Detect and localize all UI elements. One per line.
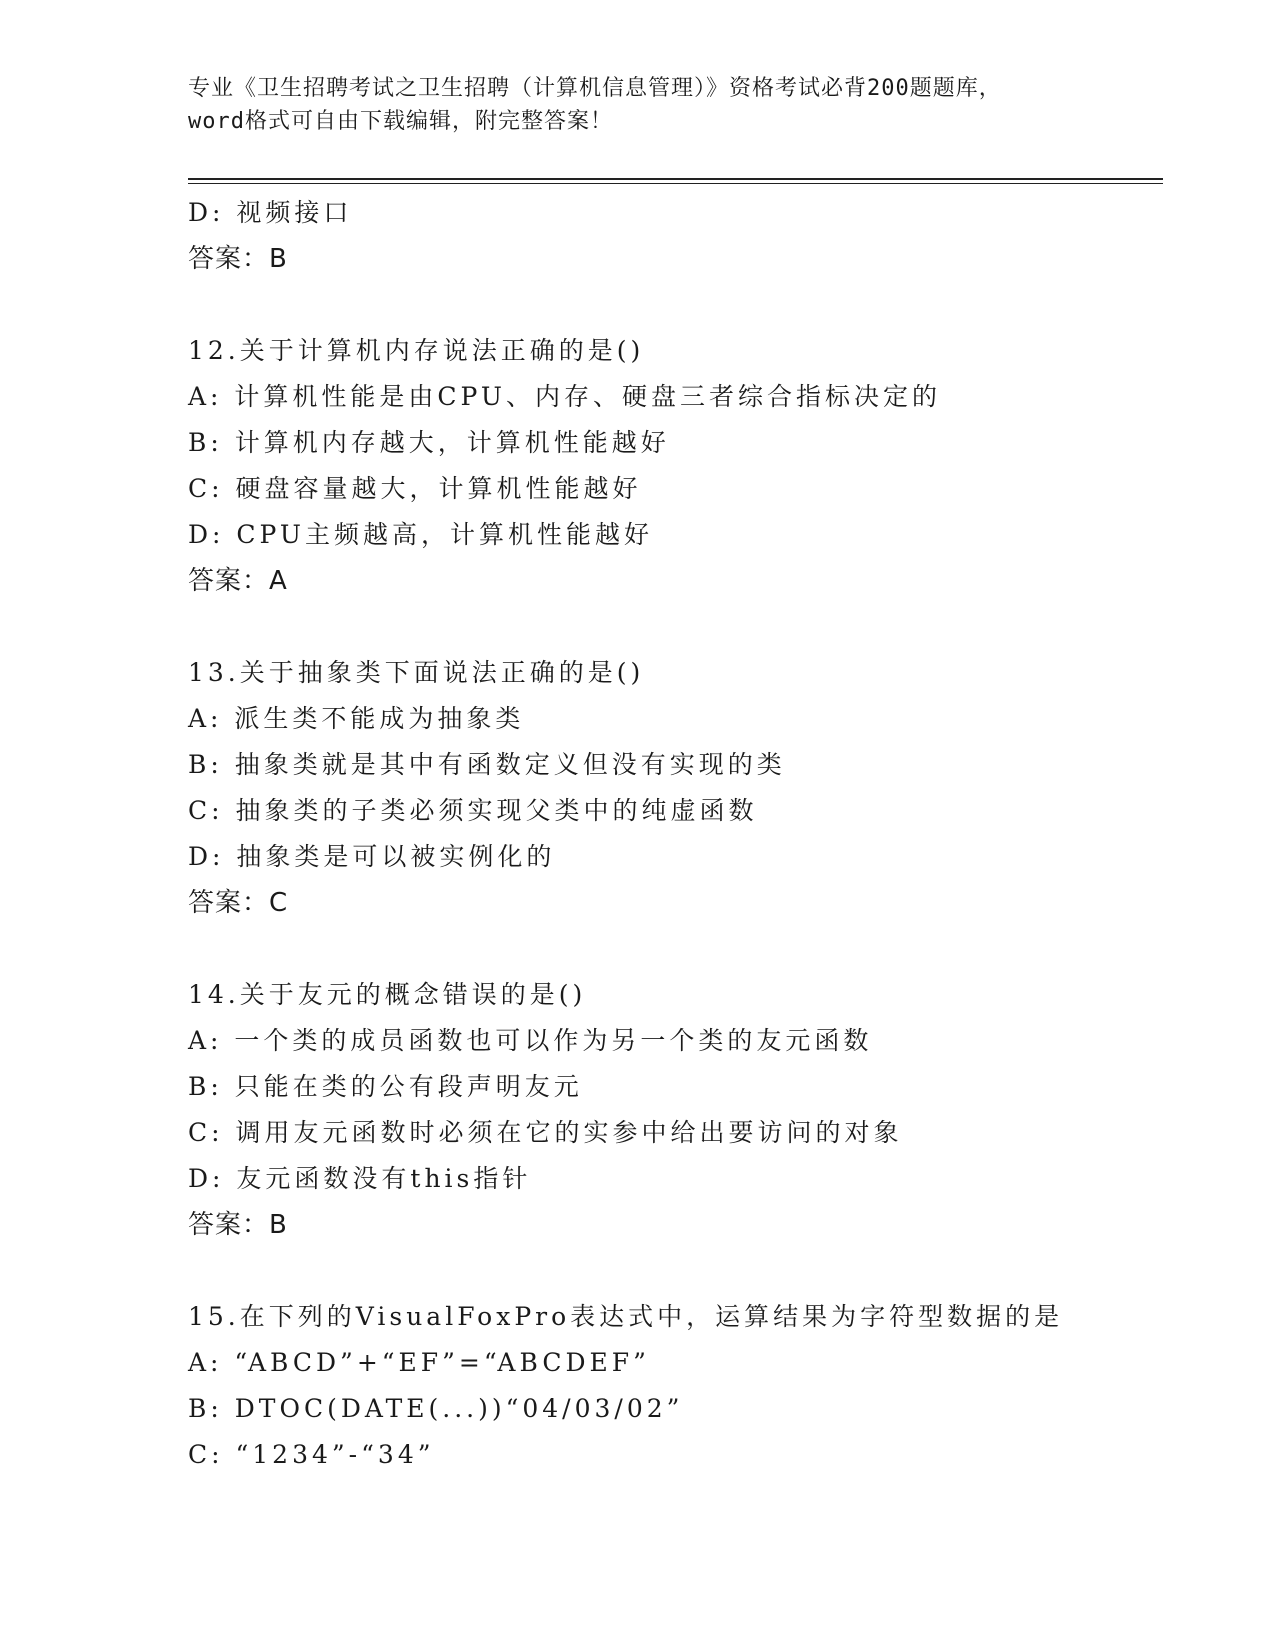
question-12 — [188, 328, 1148, 604]
answer: 答案：B — [188, 1210, 288, 1240]
option-a: A: “ABCD”+“EF”=“ABCDEF” — [188, 1348, 650, 1377]
question-14 — [188, 972, 1148, 1248]
option-d: D: CPU主频越高，计算机性能越好 — [188, 520, 653, 549]
option-c: C: 硬盘容量越大，计算机性能越好 — [188, 474, 642, 503]
spacer — [188, 604, 1148, 650]
option-c: C: 调用友元函数时必须在它的实参中给出要访问的对象 — [188, 1118, 903, 1147]
question-stem: 14.关于友元的概念错误的是() — [188, 980, 587, 1009]
option-d: D: 友元函数没有this指针 — [188, 1164, 532, 1193]
header-rule-thick — [188, 178, 1163, 180]
question-stem: 12.关于计算机内存说法正确的是() — [188, 336, 645, 365]
page-header — [188, 72, 1088, 138]
answer: 答案：C — [188, 888, 289, 918]
document-body — [188, 190, 1148, 1478]
option-a: A: 计算机性能是由CPU、内存、硬盘三者综合指标决定的 — [188, 382, 942, 411]
answer: 答案：B — [188, 244, 288, 274]
answer: 答案：A — [188, 566, 288, 596]
option-b: B: 抽象类就是其中有函数定义但没有实现的类 — [188, 750, 786, 779]
option-c: C: 抽象类的子类必须实现父类中的纯虚函数 — [188, 796, 758, 825]
spacer — [188, 1248, 1148, 1294]
question-15 — [188, 1294, 1148, 1478]
question-13 — [188, 650, 1148, 926]
option-a: A: 一个类的成员函数也可以作为另一个类的友元函数 — [188, 1026, 873, 1055]
question-stem: 13.关于抽象类下面说法正确的是() — [188, 658, 645, 687]
option-b: B: DTOC(DATE(...))“04/03/02” — [188, 1394, 684, 1423]
option-d: D: 视频接口 — [188, 198, 353, 227]
header-line-2: word格式可自由下载编辑，附完整答案！ — [188, 109, 613, 134]
option-d: D: 抽象类是可以被实例化的 — [188, 842, 556, 871]
spacer — [188, 926, 1148, 972]
option-a: A: 派生类不能成为抽象类 — [188, 704, 525, 733]
option-c: C: “1234”-“34” — [188, 1440, 435, 1469]
option-b: B: 只能在类的公有段声明友元 — [188, 1072, 583, 1101]
header-line-1: 专业《卫生招聘考试之卫生招聘（计算机信息管理）》资格考试必背200题题库， — [188, 76, 1002, 101]
option-b: B: 计算机内存越大，计算机性能越好 — [188, 428, 670, 457]
spacer — [188, 282, 1148, 328]
header-rule-thin — [188, 183, 1163, 184]
question-stem: 15.在下列的VisualFoxPro表达式中，运算结果为字符型数据的是 — [188, 1302, 1064, 1331]
